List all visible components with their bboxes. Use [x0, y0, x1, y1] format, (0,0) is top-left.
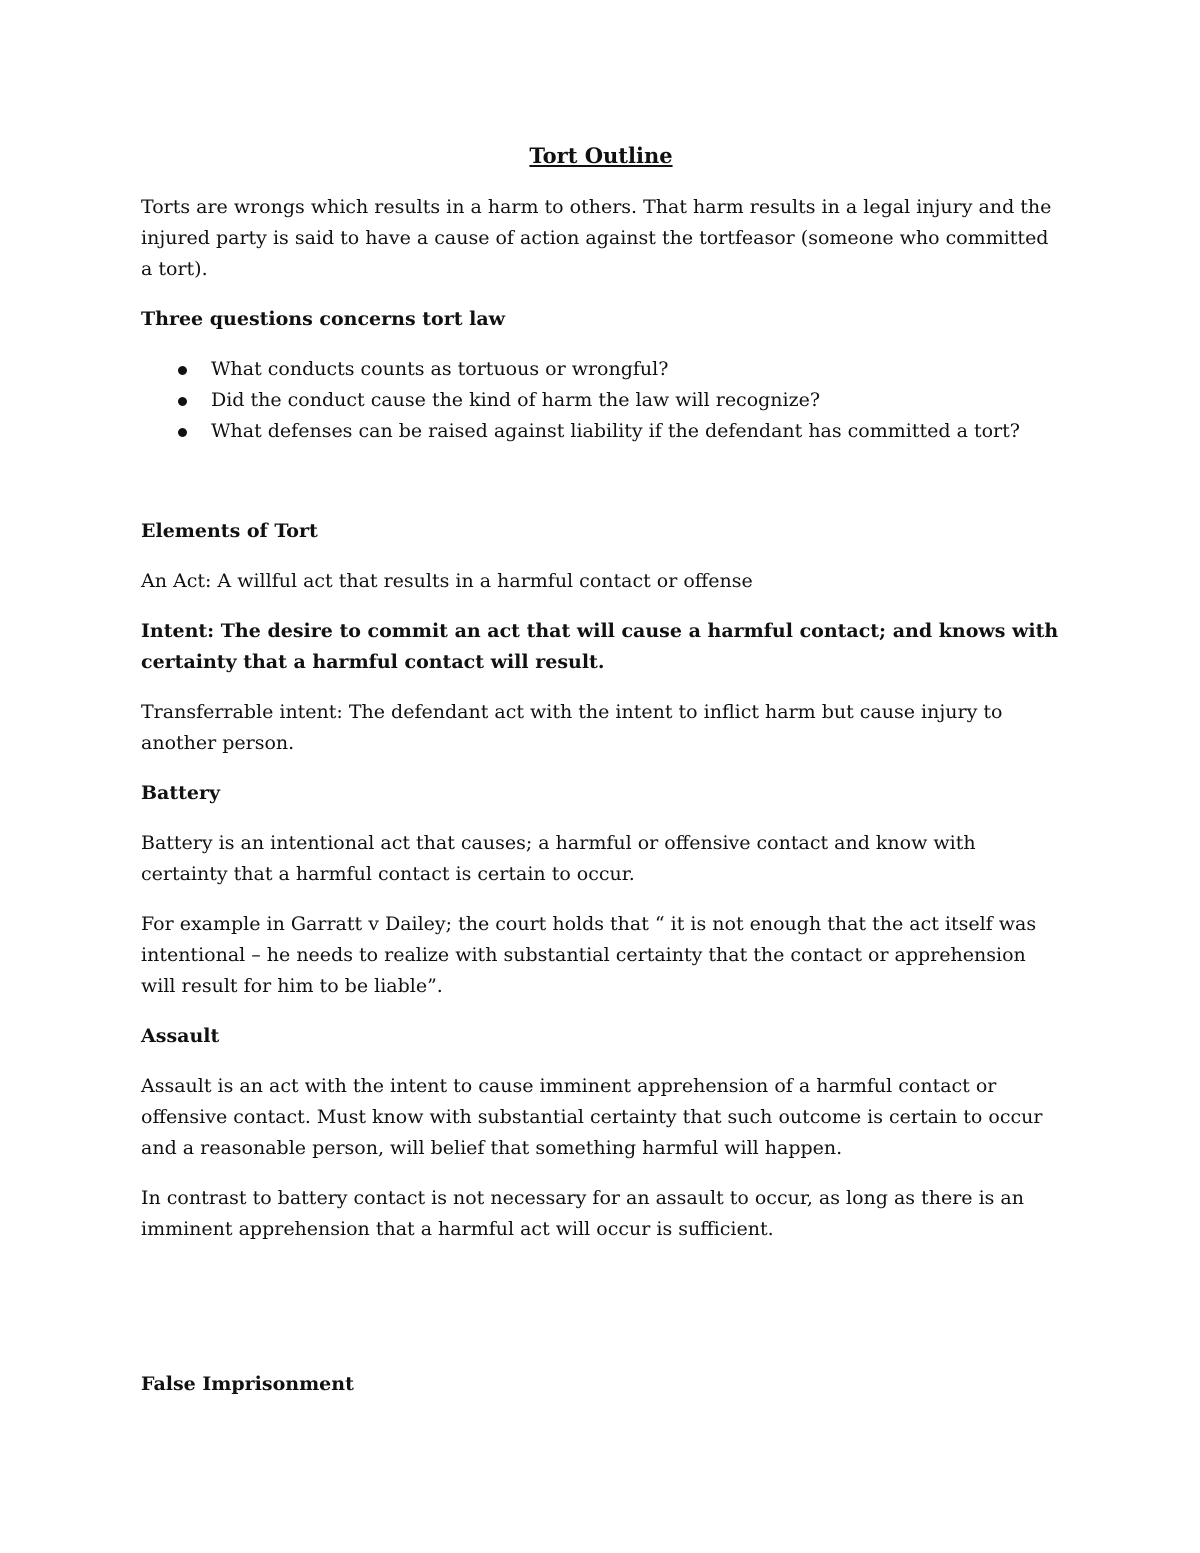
list-item [141, 385, 1061, 416]
spacer [141, 447, 1061, 516]
document-page [141, 140, 1061, 1419]
questions-list [141, 354, 1061, 447]
battery-paragraph: Battery is an intentional act that causes; a harmful or offensive contact and know with certainty that a harmful contact is certain to occur. [141, 832, 976, 885]
list-item-text: What defenses can be raised against liability if the defendant has committed a tort? [211, 420, 1020, 442]
spacer [141, 1264, 1061, 1369]
assault-paragraph: Assault is an act with the intent to cause imminent apprehension of a harmful contact or offensive contact. Must know with substantial certainty that such outcome is certain to occur and a reasonable person, will belief that something harmful will happen. [141, 1075, 1043, 1159]
list-item-text: Did the conduct cause the kind of harm the law will recognize? [211, 389, 821, 411]
intro-paragraph: Torts are wrongs which results in a harm to others. That harm results in a legal injury and the injured party is said to have a cause of action against the tortfeasor (someone who committed a tort). [141, 196, 1052, 280]
battery-example-paragraph: For example in Garratt v Dailey; the court holds that “ it is not enough that the act itself was intentional – he needs to realize with substantial certainty that the contact or apprehension will result for him to be liable”. [141, 913, 1037, 997]
bullet-icon [178, 366, 187, 375]
questions-heading: Three questions concerns tort law [141, 308, 506, 330]
document-title: Tort Outline [529, 143, 673, 168]
list-item [141, 354, 1061, 385]
battery-heading: Battery [141, 782, 221, 804]
intent-paragraph: Intent: The desire to commit an act that will cause a harmful contact; and knows with certainty that a harmful contact will result. [141, 620, 1059, 673]
transferrable-intent-paragraph: Transferrable intent: The defendant act with the intent to inflict harm but cause injury to another person. [141, 701, 1003, 754]
assault-heading: Assault [141, 1025, 220, 1047]
assault-contrast-paragraph: In contrast to battery contact is not necessary for an assault to occur, as long as there is an imminent apprehension that a harmful act will occur is sufficient. [141, 1187, 1024, 1240]
act-paragraph: An Act: A willful act that results in a harmful contact or offense [141, 570, 753, 592]
list-item-text: What conducts counts as tortuous or wrongful? [211, 358, 669, 380]
false-imprisonment-heading: False Imprisonment [141, 1373, 354, 1395]
list-item [141, 416, 1061, 447]
elements-heading: Elements of Tort [141, 520, 318, 542]
bullet-icon [178, 428, 187, 437]
bullet-icon [178, 397, 187, 406]
